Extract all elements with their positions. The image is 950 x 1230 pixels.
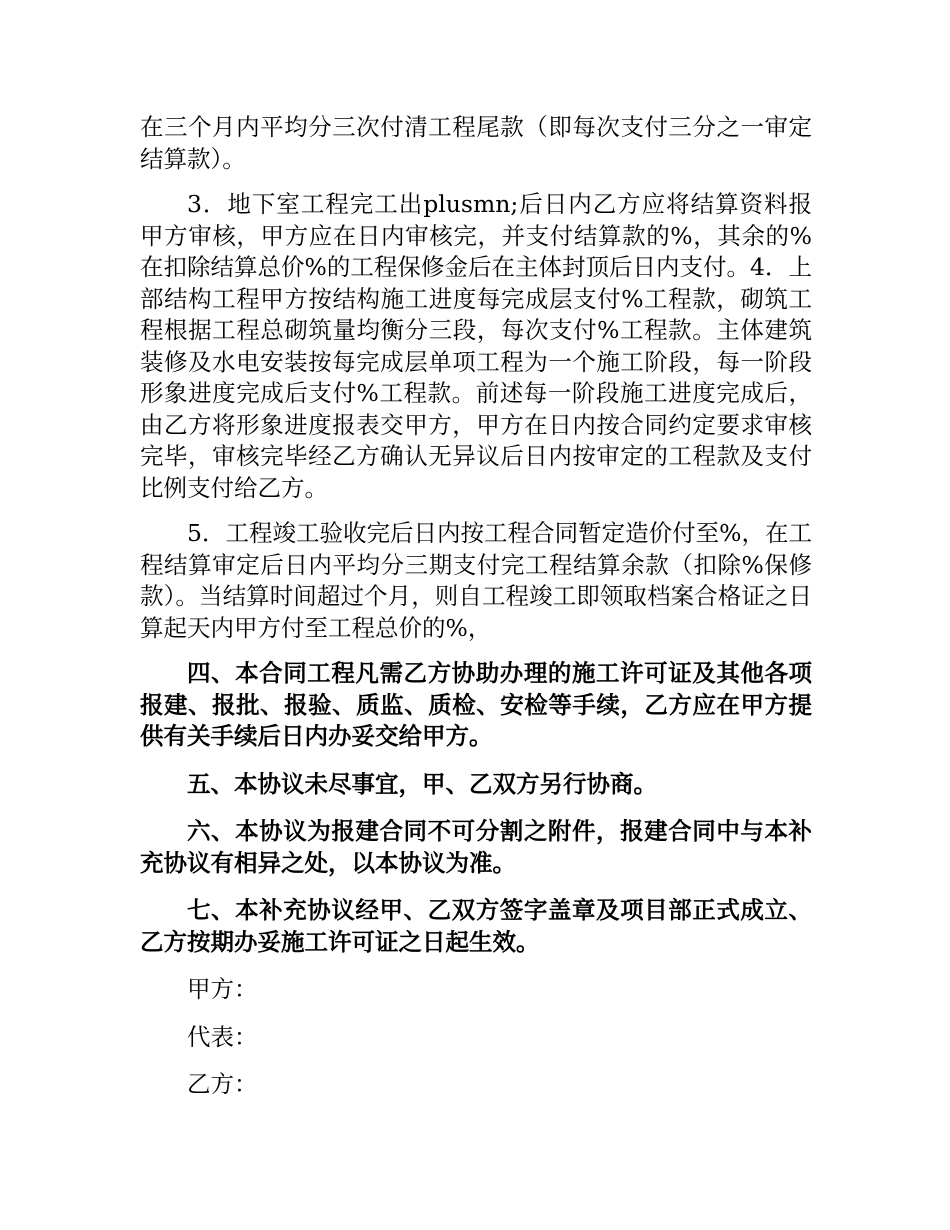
signature-party-b: 乙方：: [187, 1070, 258, 1098]
document-body: [140, 112, 812, 1117]
clause-four: 四、本合同工程凡需乙方协助办理的施工许可证及其他各项报建、报批、报验、质监、质检、安检等手续，乙方应在甲方提供有关手续后日内办妥交给甲方。: [140, 659, 812, 750]
signature-party-a: 甲方：: [187, 975, 258, 1003]
clause-seven: 七、本补充协议经甲、乙双方签字盖章及项目部正式成立、乙方按期办妥施工许可证之日起生效。: [140, 896, 812, 956]
clause-five: 五、本协议未尽事宜，甲、乙双方另行协商。: [187, 769, 657, 798]
paragraph-final-payment: 在三个月内平均分三次付清工程尾款（即每次支付三分之一审定结算款）。: [140, 113, 812, 173]
clause-six: 六、本协议为报建合同不可分割之附件，报建合同中与本补充协议有相异之处，以本协议为准。: [140, 817, 812, 877]
paragraph-completion-payment: 5．工程竣工验收完后日内按工程合同暂定造价付至%，在工程结算审定后日内平均分三期支付完工程结算余款（扣除%保修款）。当结算时间超过个月，则自工程竣工即领取档案合格证之日算起天内甲方付至工程总价的%，: [140, 519, 812, 642]
paragraph-basement-payment: 3．地下室工程完工出plusmn;后日内乙方应将结算资料报甲方审核，甲方应在日内审核完，并支付结算款的%，其余的%在扣除结算总价%的工程保修金后在主体封顶后日内支付。4．上部结构工程甲方按结构施工进度每完成层支付%工程款，砌筑工程根据工程总砌筑量均衡分三段，每次支付%工程款。主体建筑装修及水电安装按每完成层单项工程为一个施工阶段，每一阶段形象进度完成后支付%工程款。前述每一阶段施工进度完成后，由乙方将形象进度报表交甲方，甲方在日内按合同约定要求审核完毕，审核完毕经乙方确认无异议后日内按审定的工程款及支付比例支付给乙方。: [140, 190, 812, 502]
signature-representative: 代表：: [187, 1022, 258, 1051]
